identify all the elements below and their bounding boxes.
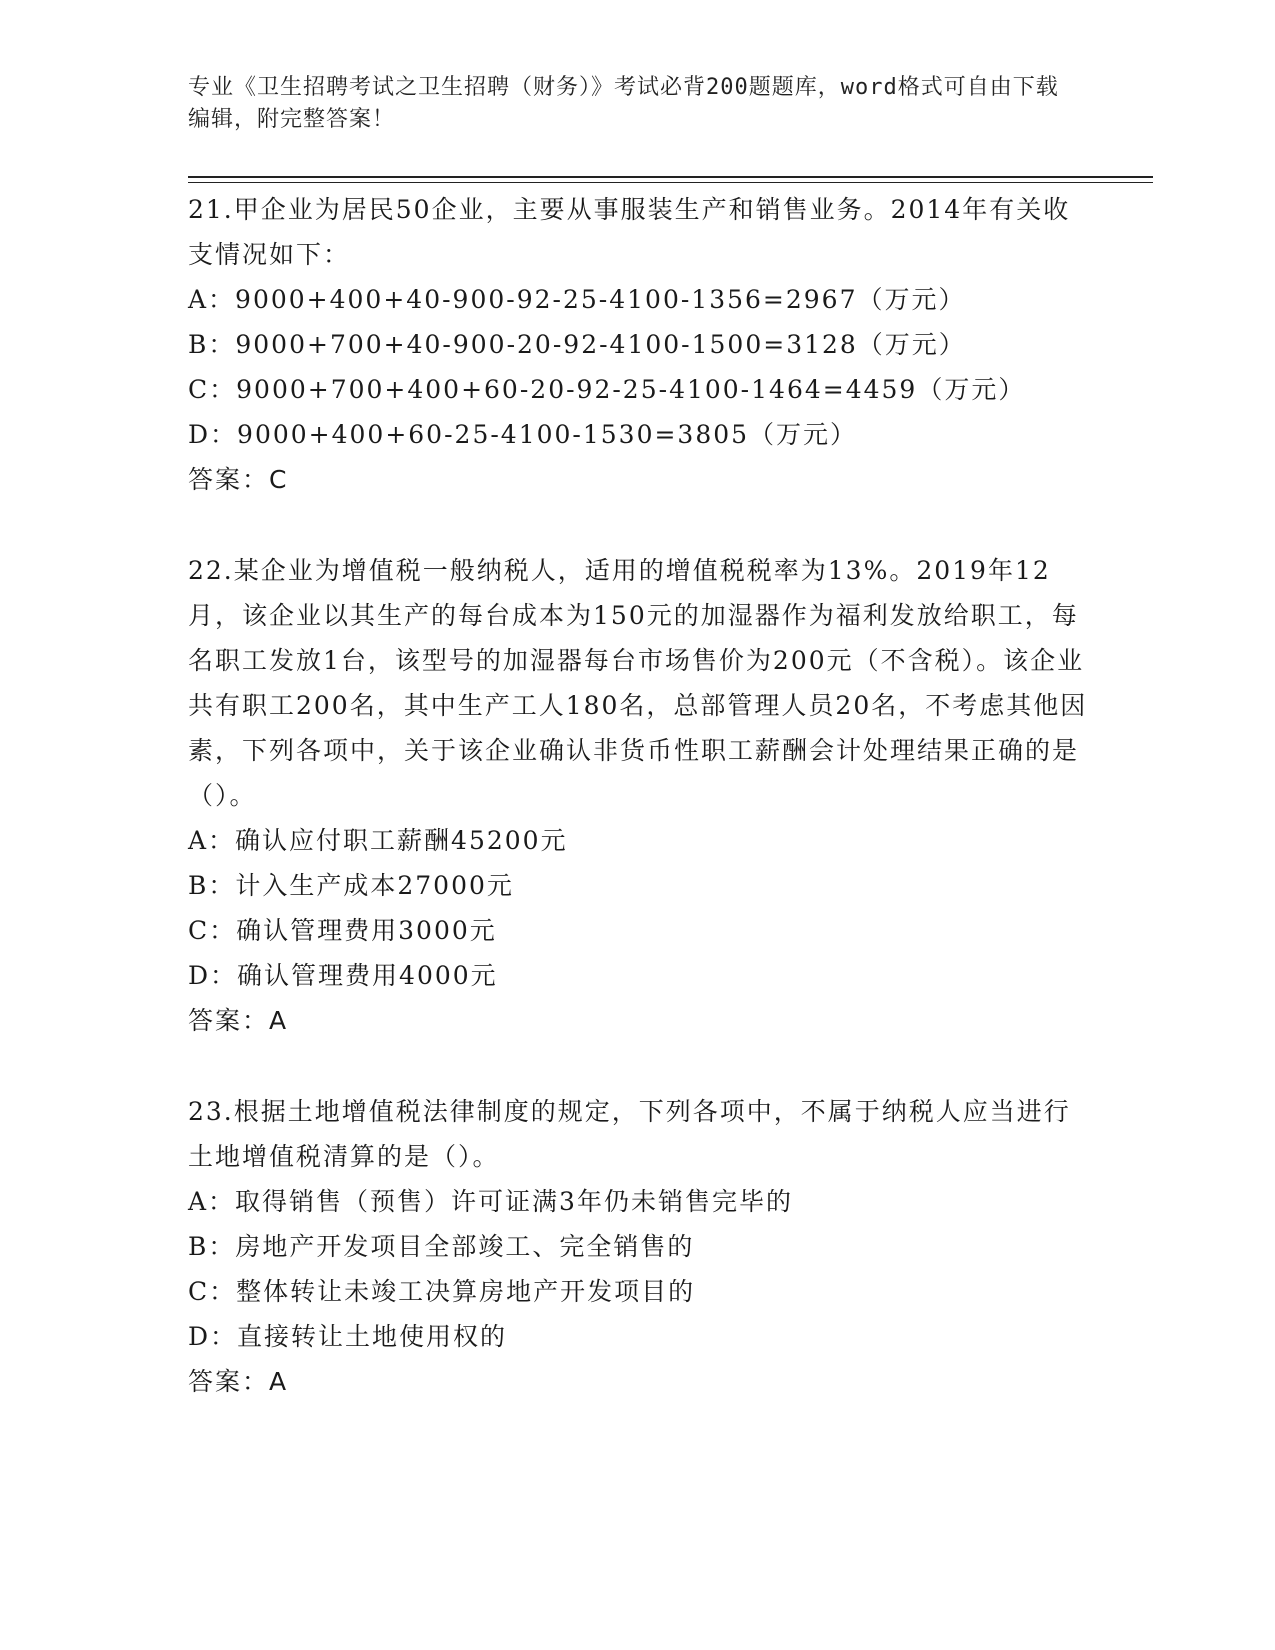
question-list [188, 187, 1088, 1450]
option-a: A：取得销售（预售）许可证满3年仍未销售完毕的 [188, 1187, 793, 1216]
option-b: B：计入生产成本27000元 [188, 871, 514, 900]
option-b: B：房地产开发项目全部竣工、完全销售的 [188, 1232, 695, 1261]
question-23 [188, 1089, 1088, 1404]
answer-line: 答案：C [188, 465, 289, 494]
question-stem: 23.根据土地增值税法律制度的规定，下列各项中，不属于纳税人应当进行土地增值税清算的是（）。 [188, 1097, 1071, 1171]
option-c: C：确认管理费用3000元 [188, 916, 497, 945]
option-d: D：9000+400+60-25-4100-1530=3805（万元） [188, 420, 858, 449]
answer-line: 答案：A [188, 1367, 289, 1396]
option-a: A：确认应付职工薪酬45200元 [188, 826, 568, 855]
question-stem: 22.某企业为增值税一般纳税人，适用的增值税税率为13%。2019年12月，该企业以其生产的每台成本为150元的加湿器作为福利发放给职工，每名职工发放1台，该型号的加湿器每台市场售价为200元（不含税）。该企业共有职工200名，其中生产工人180名，总部管理人员20名，不考虑其他因素，下列各项中，关于该企业确认非货币性职工薪酬会计处理结果正确的是（）。 [188, 556, 1088, 810]
option-d: D：确认管理费用4000元 [188, 961, 498, 990]
document-header: 专业《卫生招聘考试之卫生招聘（财务）》考试必背200题题库，word格式可自由下载编辑，附完整答案！ [188, 75, 1059, 132]
option-b: B：9000+700+40-900-20-92-4100-1500=3128（万元） [188, 330, 966, 359]
option-d: D：直接转让土地使用权的 [188, 1322, 508, 1351]
header-divider-thin [188, 182, 1153, 183]
option-a: A：9000+400+40-900-92-25-4100-1356=2967（万元） [188, 285, 966, 314]
option-c: C：9000+700+400+60-20-92-25-4100-1464=4459（万元） [188, 375, 1026, 404]
answer-line: 答案：A [188, 1006, 289, 1035]
question-22 [188, 548, 1088, 1043]
question-21 [188, 187, 1088, 502]
header-divider-thick [188, 176, 1153, 178]
question-stem: 21.甲企业为居民50企业，主要从事服装生产和销售业务。2014年有关收支情况如下： [188, 195, 1071, 269]
option-c: C：整体转让未竣工决算房地产开发项目的 [188, 1277, 696, 1306]
